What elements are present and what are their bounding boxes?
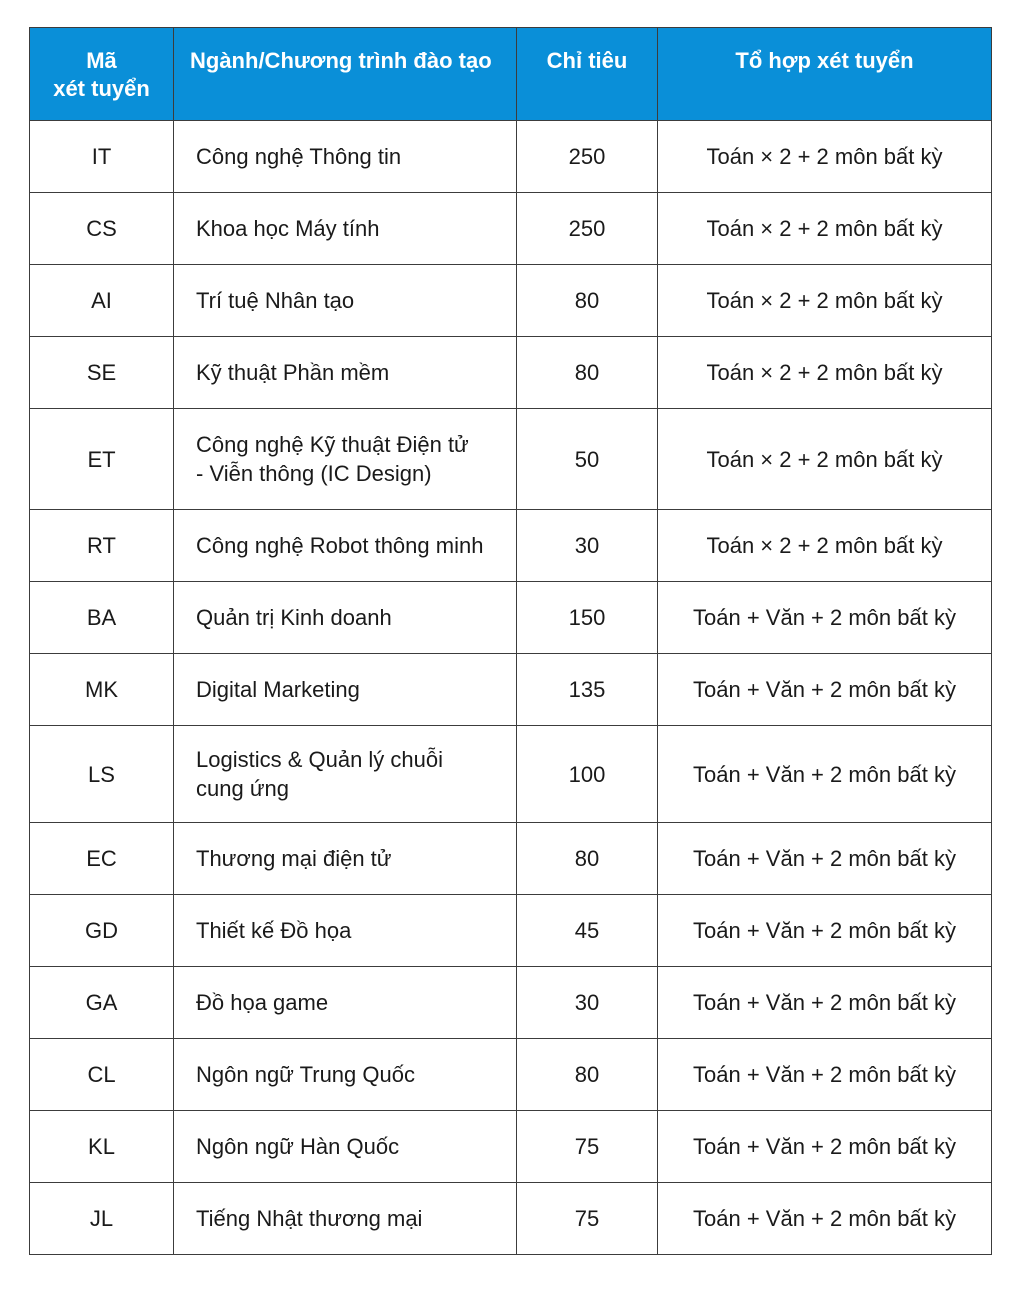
program-combination: Toán + Văn + 2 môn bất kỳ: [658, 967, 992, 1039]
program-quota: 135: [517, 654, 658, 726]
program-name-line2: - Viễn thông (IC Design): [196, 461, 432, 486]
program-name: Đồ họa game: [174, 967, 517, 1039]
program-name: Quản trị Kinh doanh: [174, 582, 517, 654]
program-name-line2: cung ứng: [196, 776, 290, 801]
header-code-line2: xét tuyển: [53, 76, 150, 101]
table-row: [30, 1183, 992, 1255]
program-code: GD: [30, 895, 174, 967]
program-code: IT: [30, 121, 174, 193]
program-name-line1: Logistics & Quản lý chuỗi: [196, 747, 444, 772]
table-row: [30, 193, 992, 265]
program-combination: Toán + Văn + 2 môn bất kỳ: [658, 895, 992, 967]
program-name: [174, 726, 517, 823]
table-row: [30, 726, 992, 823]
table-header: [30, 28, 992, 121]
program-code: EC: [30, 823, 174, 895]
table-row: [30, 582, 992, 654]
program-quota: 80: [517, 265, 658, 337]
program-code: SE: [30, 337, 174, 409]
program-combination: Toán × 2 + 2 môn bất kỳ: [658, 337, 992, 409]
program-combination: Toán × 2 + 2 môn bất kỳ: [658, 510, 992, 582]
program-code: GA: [30, 967, 174, 1039]
program-code: CL: [30, 1039, 174, 1111]
table-row: [30, 265, 992, 337]
program-name: Kỹ thuật Phần mềm: [174, 337, 517, 409]
program-combination: Toán + Văn + 2 môn bất kỳ: [658, 726, 992, 823]
program-name-line1: Công nghệ Kỹ thuật Điện tử: [196, 432, 469, 457]
program-quota: 250: [517, 121, 658, 193]
header-program-label: Ngành/Chương trình đào tạo: [190, 48, 492, 73]
header-program: [174, 28, 517, 121]
program-code: ET: [30, 409, 174, 510]
program-quota: 50: [517, 409, 658, 510]
program-code: KL: [30, 1111, 174, 1183]
program-combination: Toán + Văn + 2 môn bất kỳ: [658, 1039, 992, 1111]
program-name: Thương mại điện tử: [174, 823, 517, 895]
program-combination: Toán + Văn + 2 môn bất kỳ: [658, 1111, 992, 1183]
program-quota: 30: [517, 967, 658, 1039]
program-quota: 150: [517, 582, 658, 654]
program-combination: Toán × 2 + 2 môn bất kỳ: [658, 409, 992, 510]
program-quota: 80: [517, 1039, 658, 1111]
program-quota: 75: [517, 1183, 658, 1255]
header-quota-label: Chỉ tiêu: [546, 48, 628, 73]
program-name: [174, 409, 517, 510]
program-quota: 80: [517, 823, 658, 895]
program-code: CS: [30, 193, 174, 265]
program-name: Tiếng Nhật thương mại: [174, 1183, 517, 1255]
table-row: [30, 409, 992, 510]
program-quota: 250: [517, 193, 658, 265]
program-quota: 100: [517, 726, 658, 823]
header-row: [30, 28, 992, 121]
program-quota: 75: [517, 1111, 658, 1183]
program-code: RT: [30, 510, 174, 582]
program-code: JL: [30, 1183, 174, 1255]
program-name: Ngôn ngữ Hàn Quốc: [174, 1111, 517, 1183]
program-code: BA: [30, 582, 174, 654]
program-name: Digital Marketing: [174, 654, 517, 726]
program-quota: 45: [517, 895, 658, 967]
table-row: [30, 967, 992, 1039]
program-name: Công nghệ Thông tin: [174, 121, 517, 193]
header-code: [30, 28, 174, 121]
program-combination: Toán × 2 + 2 môn bất kỳ: [658, 121, 992, 193]
header-quota: [517, 28, 658, 121]
program-combination: Toán + Văn + 2 môn bất kỳ: [658, 823, 992, 895]
program-name: Thiết kế Đồ họa: [174, 895, 517, 967]
table-row: [30, 895, 992, 967]
program-combination: Toán × 2 + 2 môn bất kỳ: [658, 265, 992, 337]
table-row: [30, 1111, 992, 1183]
table-row: [30, 121, 992, 193]
admission-table: [29, 27, 992, 1255]
table-body: [30, 121, 992, 1255]
program-name: Công nghệ Robot thông minh: [174, 510, 517, 582]
table-row: [30, 654, 992, 726]
header-code-line1: Mã: [86, 48, 117, 73]
program-name: Khoa học Máy tính: [174, 193, 517, 265]
program-quota: 80: [517, 337, 658, 409]
admission-table-container: [29, 27, 991, 1255]
table-row: [30, 823, 992, 895]
program-combination: Toán + Văn + 2 môn bất kỳ: [658, 1183, 992, 1255]
program-code: LS: [30, 726, 174, 823]
program-combination: Toán + Văn + 2 môn bất kỳ: [658, 582, 992, 654]
table-row: [30, 510, 992, 582]
program-name: Ngôn ngữ Trung Quốc: [174, 1039, 517, 1111]
program-combination: Toán + Văn + 2 môn bất kỳ: [658, 654, 992, 726]
table-row: [30, 337, 992, 409]
header-combination-label: Tổ hợp xét tuyển: [735, 48, 914, 73]
table-row: [30, 1039, 992, 1111]
header-combination: [658, 28, 992, 121]
program-combination: Toán × 2 + 2 môn bất kỳ: [658, 193, 992, 265]
program-name: Trí tuệ Nhân tạo: [174, 265, 517, 337]
program-quota: 30: [517, 510, 658, 582]
program-code: AI: [30, 265, 174, 337]
program-code: MK: [30, 654, 174, 726]
